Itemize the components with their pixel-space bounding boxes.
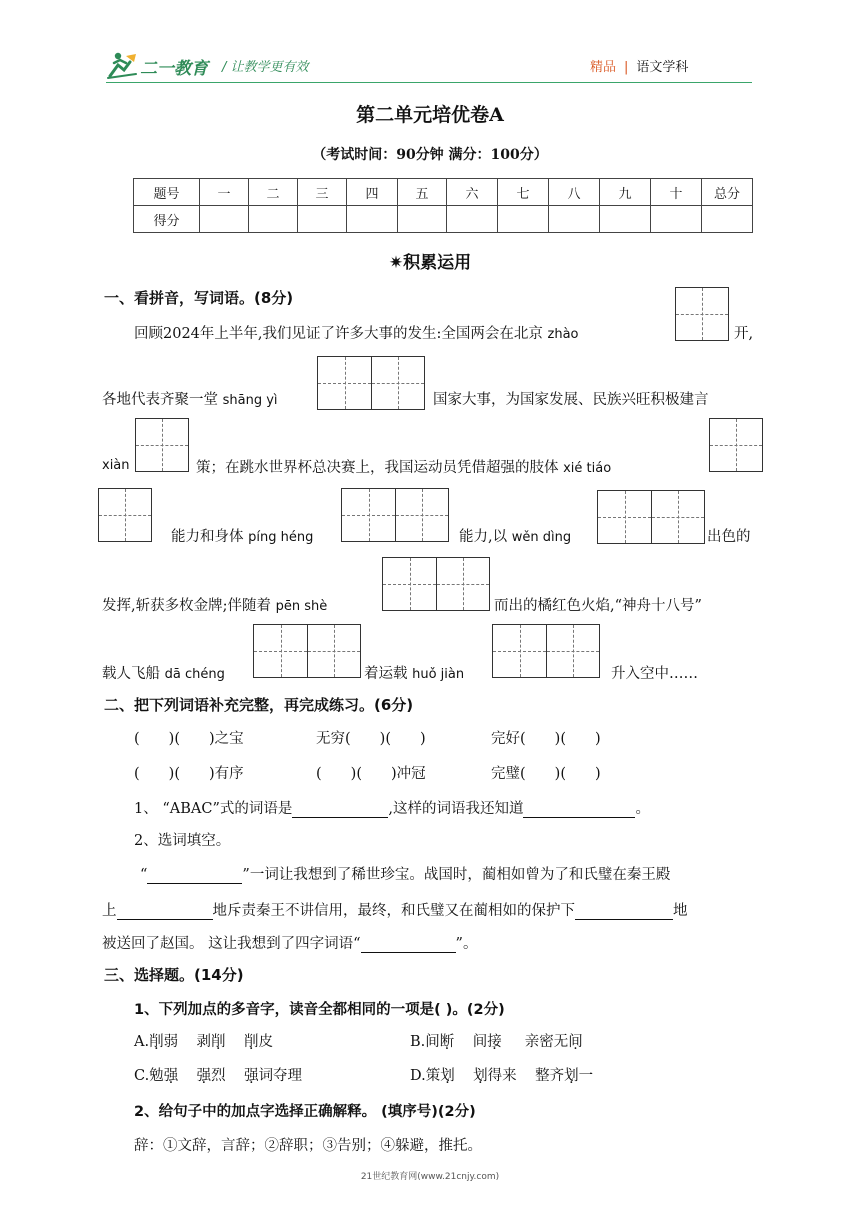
- score-table-score-row: [134, 206, 753, 233]
- q1-line5a: [102, 594, 327, 615]
- q2-item1-text-b: ,这样的词语我还知道: [388, 801, 524, 817]
- score-header-cell: 五: [398, 179, 447, 206]
- q2-passage-line3: [102, 932, 477, 953]
- q2-word-blank[interactable]: ( )( )有序: [134, 766, 244, 782]
- q2-word-blank[interactable]: 完好( )( ): [491, 731, 601, 747]
- header-slogan: / 让教学更有效: [222, 60, 309, 75]
- dotted-char: 削: [243, 1034, 259, 1050]
- answer-blank[interactable]: [361, 936, 456, 953]
- pinyin-wending: wěn dìng: [511, 530, 572, 545]
- header-right: [590, 56, 688, 75]
- q2-passage-line3-a: 被送回了赵国。 这让我想到了四字词语“: [102, 936, 361, 952]
- tianzige-box-xietiao-1[interactable]: [709, 418, 763, 472]
- tianzige-box-wending[interactable]: [597, 490, 705, 544]
- option-d[interactable]: [410, 1064, 593, 1085]
- pinyin-penshe: pēn shè: [275, 599, 328, 614]
- pinyin-xietiao: xié tiáo: [563, 461, 612, 476]
- option-text: 整齐: [535, 1068, 565, 1084]
- q2-word-blank[interactable]: ( )( )冲冠: [316, 766, 426, 782]
- tianzige-box-zhao[interactable]: [675, 287, 729, 341]
- q1-line4a: [171, 525, 313, 546]
- score-cell[interactable]: [600, 206, 651, 233]
- score-header-cell: 十: [651, 179, 702, 206]
- pinyin-pingheng: píng héng: [248, 530, 314, 545]
- option-label: C.勉: [134, 1068, 164, 1084]
- q1-line6b: [364, 662, 464, 683]
- q1-line3: [196, 456, 611, 477]
- q2-word-blank[interactable]: ( )( )之宝: [134, 731, 244, 747]
- tianzige-box-penshe[interactable]: [382, 557, 490, 611]
- pinyin-zhao: zhào: [547, 327, 579, 342]
- q1-line2: [102, 388, 278, 409]
- score-header-cell: 九: [600, 179, 651, 206]
- score-header-cell: 总分: [702, 179, 753, 206]
- q2-item1-text: 1、 “ABAC”式的词语是: [134, 801, 293, 817]
- q1-line4c: 出色的: [707, 529, 751, 545]
- option-text: 间: [472, 1034, 488, 1050]
- option-b[interactable]: [410, 1030, 583, 1051]
- score-header-cell: 四: [347, 179, 398, 206]
- q1-line1-end: 开,: [734, 326, 754, 342]
- score-header-cell: 七: [498, 179, 549, 206]
- dotted-char: 断: [439, 1034, 455, 1050]
- q2-word-blank[interactable]: 完璧( )( ): [491, 766, 601, 782]
- q2-passage-line1-text: ”一词让我想到了稀世珍宝。战国时，蔺相如曾为了和氏璧在秦王殿: [242, 867, 671, 883]
- pinyin-xian: xiàn: [102, 458, 130, 473]
- pinyin-shangyi: shāng yì: [222, 393, 278, 408]
- option-label: D.策: [410, 1068, 441, 1084]
- q2-passage-line2: [102, 899, 688, 920]
- q1-line6c: 升入空中……: [611, 666, 698, 682]
- q1-line1: [134, 322, 579, 343]
- logo-text: 二一教育: [140, 59, 208, 79]
- q1-line6a-text: 载人飞船: [102, 666, 160, 682]
- score-header-cell: 八: [549, 179, 600, 206]
- section-title: ✷积累运用: [388, 253, 472, 273]
- q2-word-blank[interactable]: 无穷( )( ): [316, 731, 426, 747]
- score-header-cell: 三: [298, 179, 347, 206]
- q2-passage-line2-a: 上: [102, 903, 117, 919]
- q2-passage-line2-c: 地: [673, 903, 688, 919]
- header-divider: [106, 82, 752, 83]
- option-text: 弱: [163, 1034, 179, 1050]
- score-table-header-row: [134, 179, 753, 206]
- q1-line5b: 而出的橘红色火焰,“神舟十八号”: [494, 598, 702, 614]
- q1-line2-text: 各地代表齐聚一堂: [102, 392, 218, 408]
- option-text: 烈: [211, 1068, 226, 1084]
- q2-passage-line2-b: 地斥责秦王不讲信用，最终，和氏璧又在蔺相如的保护下: [212, 903, 575, 919]
- answer-blank[interactable]: [147, 867, 242, 884]
- q3-item2-definitions: 辞：①文辞，言辞；②辞职；③告别；④躲避，推托。: [134, 1138, 482, 1154]
- q1-line1-text: 回顾2024年上半年,我们见证了许多大事的发生:全国两会在北京: [134, 326, 543, 342]
- score-cell[interactable]: [298, 206, 347, 233]
- option-text: 得来: [487, 1068, 517, 1084]
- q2-heading: 二、把下列词语补充完整，再完成练习。(6分): [104, 696, 414, 714]
- exam-info: （考试时间：90分钟 满分：100分）: [312, 147, 548, 163]
- q1-line2b: 国家大事，为国家发展、民族兴旺积极建言: [433, 392, 709, 408]
- q1-line3-text: 策；在跳水世界杯总决赛上，我国运动员凭借超强的肢体: [196, 460, 559, 476]
- score-header-cell: 题号: [134, 179, 200, 206]
- q3-heading: 三、选择题。(14分): [104, 966, 244, 984]
- dotted-char: 划: [473, 1068, 488, 1084]
- q2-item2: 2、选词填空。: [134, 833, 231, 849]
- q1-line4b-text: 能力,以: [459, 529, 508, 545]
- q2-item1-end: 。: [635, 801, 650, 817]
- dotted-char: 间: [568, 1034, 583, 1050]
- option-a[interactable]: [134, 1030, 273, 1051]
- subject-label: 语文学科: [636, 60, 689, 75]
- tianzige-box-huojian[interactable]: [492, 624, 600, 678]
- score-header-cell: 二: [249, 179, 298, 206]
- q1-line6a: [102, 662, 225, 683]
- tianzige-box-xian[interactable]: [135, 418, 189, 472]
- q2-item1: [134, 797, 650, 818]
- pinyin-dacheng: dā chéng: [164, 667, 225, 682]
- dotted-char: 划: [440, 1068, 455, 1084]
- q1-line4b: [459, 525, 571, 546]
- quality-label: 精品: [590, 60, 617, 75]
- score-cell[interactable]: [498, 206, 549, 233]
- score-cell[interactable]: [398, 206, 447, 233]
- dotted-char: 接: [487, 1034, 502, 1050]
- dotted-char: 划: [564, 1068, 579, 1084]
- page-title: 第二单元培优卷A: [356, 104, 504, 126]
- option-c[interactable]: [134, 1064, 302, 1085]
- option-label: B.间: [410, 1034, 440, 1050]
- q1-line5a-text: 发挥,斩获多枚金牌;伴随着: [102, 598, 271, 614]
- option-label: A.: [134, 1034, 150, 1050]
- dotted-char: 强: [163, 1068, 179, 1084]
- q2-passage-line1: [140, 863, 670, 884]
- dotted-char: 削: [211, 1034, 226, 1050]
- answer-blank[interactable]: [117, 903, 213, 920]
- q3-item1: 1、下列加点的多音字，读音全都相同的一项是( )。(2分): [134, 1002, 505, 1018]
- q1-line6b-text: 着运载: [364, 666, 408, 682]
- score-row-label: 得分: [134, 206, 200, 233]
- score-cell[interactable]: [200, 206, 249, 233]
- score-header-cell: 六: [447, 179, 498, 206]
- option-text: 亲密无: [524, 1034, 569, 1050]
- dotted-char: 削: [149, 1034, 164, 1050]
- score-table: [133, 178, 753, 233]
- option-text: 皮: [258, 1034, 273, 1050]
- brand-logo: [106, 50, 214, 80]
- dotted-char: 强: [196, 1068, 212, 1084]
- tianzige-box-dacheng[interactable]: [253, 624, 361, 678]
- score-cell[interactable]: [347, 206, 398, 233]
- option-text: 剥: [196, 1034, 212, 1050]
- score-cell[interactable]: [249, 206, 298, 233]
- score-cell[interactable]: [651, 206, 702, 233]
- page-footer: 21世纪教育网(www.21cnjy.com): [360, 1172, 500, 1182]
- answer-blank[interactable]: [292, 801, 388, 818]
- q1-heading: 一、看拼音，写词语。(8分): [104, 289, 294, 307]
- score-header-cell: 一: [200, 179, 249, 206]
- pinyin-huojian: huǒ jiàn: [412, 667, 465, 682]
- header-separator: |: [624, 60, 629, 75]
- q3-item2: 2、给句子中的加点字选择正确解释。 (填序号)(2分): [134, 1104, 476, 1120]
- tianzige-box-shangyi[interactable]: [317, 356, 425, 410]
- score-cell[interactable]: [702, 206, 753, 233]
- score-cell[interactable]: [447, 206, 498, 233]
- tianzige-box-xietiao-2[interactable]: [98, 488, 152, 542]
- tianzige-box-pingheng[interactable]: [341, 488, 449, 542]
- score-cell[interactable]: [549, 206, 600, 233]
- q2-quote-open: “: [140, 867, 148, 883]
- dotted-char: 强: [244, 1068, 259, 1084]
- answer-blank[interactable]: [575, 903, 673, 920]
- q2-passage-line3-b: ”。: [455, 936, 478, 952]
- q1-line4a-text: 能力和身体: [171, 529, 244, 545]
- answer-blank[interactable]: [523, 801, 635, 818]
- option-text: 词夺理: [258, 1068, 303, 1084]
- option-text: 一: [578, 1068, 594, 1084]
